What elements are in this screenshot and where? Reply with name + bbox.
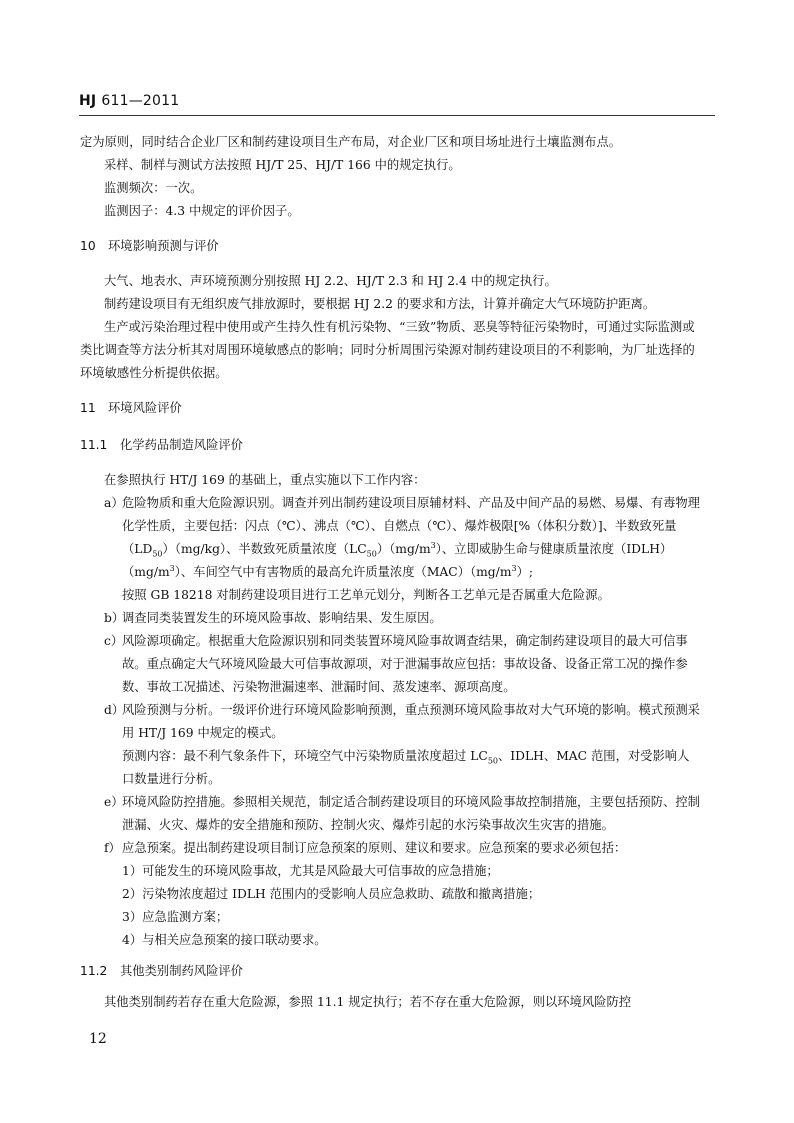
numbered-item: 2）污染物浓度超过 IDLH 范围内的受影响人员应急救助、疏散和撤离措施； <box>122 887 541 901</box>
paragraph: 其他类别制药若存在重大危险源，参照 11.1 规定执行；若不存在重大危险源，则以环境风险防控 <box>104 995 632 1009</box>
list-item-d: d）风险预测与分析。一级评价进行环境风险影响预测，重点预测环境风险事故对大气环境的影响。模式预测采用 HT/J 169 中规定的模式。 <box>104 703 700 740</box>
standard-number: 611—2011 <box>101 93 180 109</box>
paragraph: 在参照执行 HT/J 169 的基础上，重点实施以下工作内容： <box>104 473 426 487</box>
list-item-c: c）风险源项确定。根据重大危险源识别和同类装置环境风险事故调查结果，确定制药建设项目的最大可信事故。重点确定大气环境风险最大可信事故源项，对于泄漏事故应包括：事故设备、设备正常工况的操作参数、事故工况描述、污染物泄漏速率、泄漏时间、蒸发速率、源项高度。 <box>104 634 688 694</box>
document-header <box>79 93 179 109</box>
paragraph: 监测频次：一次。 <box>104 181 203 195</box>
paragraph: 大气、地表水、声环境预测分别按照 HJ 2.2、HJ/T 2.3 和 HJ 2.4 中的规定执行。 <box>104 274 557 288</box>
page-number: 12 <box>89 1031 107 1047</box>
list-item-d-extra: 预测内容：最不利气象条件下，环境空气中污染物质量浓度超过 $LC_{50}$、IDLH、MAC 范围，对受影响人口数量进行分析。 <box>122 749 690 786</box>
list-item-e: e）环境风险防控措施。参照相关规范，制定适合制药建设项目的环境风险事故控制措施，主要包括预防、控制泄漏、火灾、爆炸的安全措施和预防、控制火灾、爆炸引起的水污染事故次生灾害的措施。 <box>104 795 700 832</box>
numbered-item: 1）可能发生的环境风险事故，尤其是风险最大可信事故的应急措施； <box>122 864 499 878</box>
page-content <box>80 131 700 1014</box>
numbered-item: 4）与相关应急预案的接口联动要求。 <box>122 933 327 947</box>
standard-code: HJ <box>79 93 97 109</box>
section-11-2-heading: 11.2 其他类别制药风险评价 <box>80 964 243 978</box>
header-rule <box>79 115 715 116</box>
list-item-a: a）危险物质和重大危险源识别。调查并列出制药建设项目原辅材料、产品及中间产品的易燃、易爆、有毒物理化学性质，主要包括：闪点（℃）、沸点（℃）、自燃点（℃）、爆炸极限[%（体积分数）]、半数致死量$(LD_{50})(mg/kg)$、半数致死质量浓度$(LC_{50})(mg/m^3)$、立即威胁生命与健康质量浓度$(IDLH)(mg/m^3)$、车间空气中有害物质的最高允许质量浓度$(MAC)(mg/m^3)$; <box>104 496 700 579</box>
section-11-1-heading: 11.1 化学药品制造风险评价 <box>80 438 243 452</box>
paragraph: 生产或污染治理过程中使用或产生持久性有机污染物、“三致”物质、恶臭等特征污染物时，可通过实际监测或类比调查等方法分析其对周围环境敏感点的影响；同时分析周围污染源对制药建设项目的不利影响，为厂址选择的环境敏感性分析提供依据。 <box>80 320 695 380</box>
paragraph: 采样、制样与测试方法按照 HJ/T 25、HJ/T 166 中的规定执行。 <box>104 158 461 172</box>
paragraph: 监测因子：4.3 中规定的评价因子。 <box>104 204 300 218</box>
list-item-b: b）调查同类装置发生的环境风险事故、影响结果、发生原因。 <box>104 611 442 625</box>
section-11-heading: 11 环境风险评价 <box>80 401 182 415</box>
numbered-item: 3）应急监测方案； <box>122 910 229 924</box>
list-item-a-extra: 按照 GB 18218 对制药建设项目进行工艺单元划分，判断各工艺单元是否属重大危险源。 <box>122 588 610 602</box>
list-item-f: f）应急预案。提出制药建设项目制订应急预案的原则、建议和要求。应急预案的要求必须包括： <box>104 841 627 855</box>
continued-paragraph: 定为原则，同时结合企业厂区和制药建设项目生产布局，对企业厂区和项目场址进行土壤监测布点。 <box>80 135 622 149</box>
paragraph: 制药建设项目有无组织废气排放源时，要根据 HJ 2.2 的要求和方法，计算并确定大气环境防护距离。 <box>104 297 656 311</box>
section-10-heading: 10 环境影响预测与评价 <box>80 239 219 253</box>
